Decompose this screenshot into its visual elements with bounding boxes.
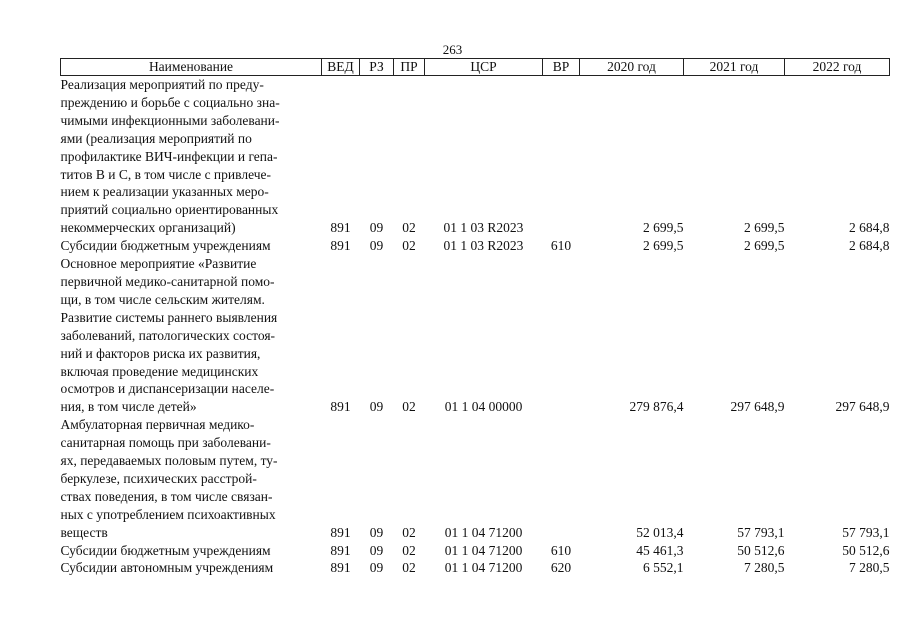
ved-cell: 891 [330,524,351,540]
row-name-line: ями (реализация мероприятий по [60,130,252,146]
header-csr: ЦСР [425,59,543,76]
vr-cell: 620 [550,560,572,576]
csr-cell: 01 1 04 71200 [444,560,523,576]
amount-2020-cell: 2 699,5 [643,220,684,236]
pr-cell: 02 [402,524,416,540]
vr-cell [543,416,580,541]
row-name-cell [61,416,322,541]
header-name: Наименование [61,59,322,76]
row-name-line: Развитие системы раннего выявления [60,309,278,325]
amount-2021-cell: 2 699,5 [744,220,785,236]
amount-2020-cell: 2 699,5 [643,238,684,254]
amount-2020-cell: 52 013,4 [636,524,684,540]
row-name-line: санитарная помощь при заболевани- [60,435,271,451]
row-name-line: первичной медико-санитарной помо- [60,273,275,289]
vr-cell [543,76,580,238]
rz-cell: 09 [369,399,384,415]
table-body [61,76,890,578]
row-name-line: щи, в том числе сельским жителям. [60,291,265,307]
table-row [61,416,890,541]
rz-cell: 09 [369,238,384,254]
row-name-line: Субсидии автономным учреждениям [60,560,274,576]
amount-2022-cell: 297 648,9 [835,399,890,415]
pr-cell: 02 [402,220,416,236]
header-row [61,59,890,76]
rz-cell: 09 [369,560,384,576]
rz-cell: 09 [369,524,384,540]
ved-cell: 891 [330,560,351,576]
row-name-line: чимыми инфекционными заболевани- [60,112,280,128]
csr-cell: 01 1 04 71200 [444,542,523,558]
rz-cell: 09 [369,542,384,558]
row-name-line: Субсидии бюджетным учреждениям [60,238,271,254]
row-name-cell [61,542,322,560]
row-name-cell [61,237,322,255]
row-name-line: профилактике ВИЧ-инфекции и гепа- [60,148,278,164]
amount-2020-cell: 45 461,3 [636,542,684,558]
row-name-line: ных с употреблением психоактивных [60,506,276,522]
row-name-line: беркулезе, психических расстрой- [60,470,257,486]
csr-cell: 01 1 03 R2023 [443,238,524,254]
pr-cell: 02 [402,238,416,254]
amount-2020-cell: 6 552,1 [643,560,684,576]
row-name-line: Амбулаторная первичная медико- [60,417,255,433]
csr-cell: 01 1 04 00000 [444,399,523,415]
header-2022: 2022 год [785,59,890,76]
header-rz: РЗ [360,59,394,76]
row-name-line: Реализация мероприятий по преду- [60,77,264,92]
amount-2021-cell: 7 280,5 [744,560,785,576]
pr-cell: 02 [402,399,416,415]
row-name-line: заболеваний, патологических состоя- [60,327,276,343]
row-name-line: включая проведение медицинских [60,363,259,379]
amount-2022-cell: 50 512,6 [842,542,890,558]
amount-2021-cell: 50 512,6 [737,542,785,558]
row-name-cell [61,255,322,416]
pr-cell: 02 [402,560,416,576]
csr-cell: 01 1 04 71200 [444,524,523,540]
row-name-cell [61,76,322,238]
row-name-line: нием к реализации указанных меро- [60,184,269,200]
header-2020: 2020 год [580,59,684,76]
amount-2022-cell: 2 684,8 [849,220,890,236]
header-vr: ВР [543,59,580,76]
row-name-line: ях, передаваемых половым путем, ту- [60,453,278,469]
table-row [61,559,890,577]
vr-cell: 610 [550,542,572,558]
header-pr: ПР [394,59,425,76]
row-name-line: приятий социально ориентированных [60,202,279,218]
header-ved: ВЕД [322,59,360,76]
table-row [61,255,890,416]
header-2021: 2021 год [684,59,785,76]
row-name-line: ния, в том числе детей» [60,399,197,415]
budget-table [60,58,890,577]
row-name-line: титов В и С, в том числе с привлече- [60,166,272,182]
amount-2021-cell: 297 648,9 [730,399,785,415]
amount-2022-cell: 2 684,8 [849,238,890,254]
amount-2022-cell: 7 280,5 [849,560,890,576]
row-name-line: Субсидии бюджетным учреждениям [60,542,271,558]
vr-cell: 610 [550,238,572,254]
amount-2021-cell: 2 699,5 [744,238,785,254]
ved-cell: 891 [330,542,351,558]
rz-cell: 09 [369,220,384,236]
row-name-line: веществ [60,524,108,540]
table-row [61,542,890,560]
amount-2020-cell: 279 876,4 [629,399,684,415]
row-name-line: ствах поведения, в том числе связан- [60,488,273,504]
row-name-line: ний и факторов риска их развития, [60,345,261,361]
page-number: 263 [442,42,463,57]
ved-cell: 891 [330,220,351,236]
pr-cell: 02 [402,542,416,558]
table-row [61,76,890,238]
row-name-line: осмотров и диспансеризации населе- [60,381,275,397]
vr-cell [543,255,580,416]
row-name-line: преждению и борьбе с социально зна- [60,94,280,110]
amount-2022-cell: 57 793,1 [842,524,890,540]
table-row [61,237,890,255]
row-name-line: Основное мероприятие «Развитие [60,256,257,272]
ved-cell: 891 [330,238,351,254]
ved-cell: 891 [330,399,351,415]
row-name-cell [61,559,322,577]
amount-2021-cell: 57 793,1 [737,524,785,540]
row-name-line: некоммерческих организаций) [60,220,236,236]
csr-cell: 01 1 03 R2023 [443,220,524,236]
